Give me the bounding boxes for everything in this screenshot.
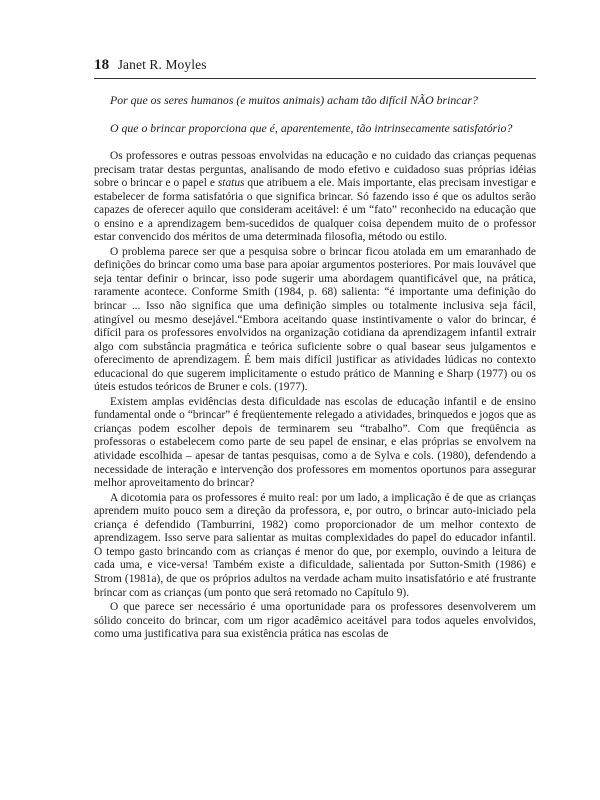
- paragraph-4: A dicotomia para os professores é muito real: por um lado, a implicação é de que as crianças aprendem muito pouco sem a direção da professora, e, por outro, o brincar auto-iniciado pela criança é defendido (Tamburrini, 1982) como proporcionador de um melhor contexto de aprendizagem. Isso serve para salientar as muitas complexidades do papel do educador infantil. O tempo gasto brincando com as crianças é menor do que, por exemplo, ouvindo a leitura de cada uma, e vice-versa! Também existe a dificuldade, salientada por Sutton-Smith (1986) e Strom (1981a), de que os próprios adultos na verdade acham muito insatisfatório e até frustrante brincar com as crianças (um ponto que será retomado no Capítulo 9).: [94, 491, 536, 599]
- question-1: Por que os seres humanos (e muitos animais) acham tão difícil NÃO brincar?: [110, 93, 478, 107]
- page-number: 18: [94, 57, 110, 73]
- author-name: Janet R. Moyles: [117, 57, 207, 72]
- body-text: [94, 150, 536, 642]
- paragraph-1-end: que atribuem a ele. Mais importante, elas precisam investigar e estabelecer de forma satisfatória o que significa brincar. Só fazendo isso é que os adultos serão capazes de oferecer aquilo que consideram aceitável: é um “fato” reconhecido na educação que o ensino e a aprendizagem bem-sucedidos de qualquer coisa dependem muito de o professor estar convencido dos méritos de uma determinada filosofia, método ou estilo.: [94, 177, 536, 244]
- running-head: [94, 57, 207, 74]
- paragraph-1-start: Os professores e outras pessoas envolvidas na educação e no cuidado das crianças pequenas precisam tratar destas perguntas, analisando de modo efetivo e cuidadoso suas próprias idéias sobre o brincar e o papel e: [94, 150, 536, 190]
- question-2: O que o brincar proporciona que é, aparentemente, tão intrinsecamente satisfatório?: [110, 121, 513, 135]
- paragraph-5: O que parece ser necessário é uma oportunidade para os professores desenvolverem um sólido conceito do brincar, com um rigor acadêmico aceitável para todos aqueles envolvidos, como uma justificativa para sua existência prática nas escolas de: [94, 601, 536, 641]
- status-emphasis: status: [217, 177, 245, 190]
- paragraph-1: [94, 150, 536, 245]
- header-rule: [94, 78, 536, 79]
- paragraph-2: O problema parece ser que a pesquisa sobre o brincar ficou atolada em um emaranhado de definições do brincar como uma base para apoiar argumentos posteriores. Por mais louvável que seja tentar definir o brincar, isso pode sugerir uma abordagem quantificável que, na prática, raramente acontece. Conforme Smith (1984, p. 68) salienta: “é importante uma definição do brincar ... Isso não significa que uma definição simples ou totalmente inclusiva seja fácil, atingível ou mesmo desejável.“Embora aceitando quase instintivamente o valor do brincar, é difícil para os professores envolvidos na organização cotidiana da aprendizagem infantil extrair algo com substância pragmática e teórica suficiente sobre o qual basear seus julgamentos e oferecimento de aprendizagem. É bem mais difícil justificar as atividades lúdicas no contexto educacional do que sugerem implicitamente o estudo prático de Manning e Sharp (1977) ou os úteis estudos teóricos de Bruner e cols. (1977).: [94, 245, 536, 394]
- question-block: [110, 92, 536, 148]
- paragraph-3: Existem amplas evidências desta dificuldade nas escolas de educação infantil e de ensino fundamental onde o “brincar” é freqüentemente relegado a atividades, brinquedos e jogos que as crianças podem escolher depois de terminarem seu “trabalho”. Com que freqüência as professoras o estabelecem como parte de seu papel de ensinar, e elas próprias se envolvem na atividade escolhida – apesar de tantas pesquisas, como a de Sylva e cols. (1980), defendendo a necessidade de interação e intervenção dos professores em momentos oportunos para assegurar melhor aproveitamento do brincar?: [94, 395, 536, 490]
